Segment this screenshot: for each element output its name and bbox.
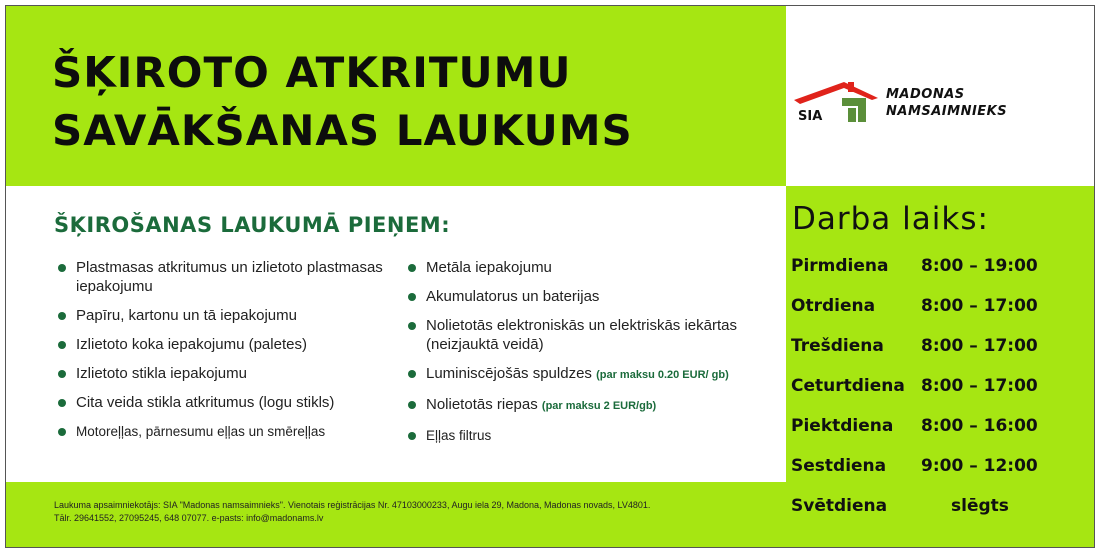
logo-sia: SIA <box>798 109 823 124</box>
page-title <box>52 44 633 160</box>
logo-line-2: NAMSAIMNIEKS <box>886 104 1008 119</box>
footer-operator: Laukuma apsaimniekotājs: SIA "Madonas namsaimnieks". Vienotais reģistrācijas Nr. 47103000233, Augu iela 29, Madona, Madonas novads, LV4801. <box>54 500 651 510</box>
hours-row <box>791 456 1091 482</box>
bullet-icon <box>58 428 66 436</box>
day-label: Ceturtdiena <box>791 376 905 396</box>
bullet-icon <box>408 370 416 378</box>
bullet-icon <box>408 264 416 272</box>
logo-line-1: MADONAS <box>886 87 965 102</box>
title-line-2: SAVĀKŠANAS LAUKUMS <box>52 106 633 155</box>
accepted-heading: ŠĶIROŠANAS LAUKUMĀ PIEŅEM: <box>54 213 451 237</box>
house-logo-icon <box>786 76 886 126</box>
list-item: Nolietotās riepas (par maksu 2 EUR/gb) <box>404 395 789 416</box>
list-item: Izlietoto koka iepakojumu (paletes) <box>54 335 399 354</box>
time-value: 8:00 – 17:00 <box>921 296 1038 316</box>
time-value: 8:00 – 16:00 <box>921 416 1038 436</box>
price-note: (par maksu 2 EUR/gb) <box>541 400 657 412</box>
hours-row <box>791 416 1091 442</box>
bullet-icon <box>58 312 66 320</box>
day-label: Otrdiena <box>791 296 876 316</box>
hours-title: Darba laiks: <box>792 201 989 237</box>
list-item: Nolietotās elektroniskās un elektriskās iekārtas (neizjauktā veidā) <box>404 316 789 354</box>
footer-contact <box>6 482 786 548</box>
bullet-icon <box>58 264 66 272</box>
bullet-icon <box>58 341 66 349</box>
info-board <box>5 5 1095 548</box>
day-label: Trešdiena <box>791 336 884 356</box>
list-item: Eļļas filtrus <box>404 426 789 445</box>
title-line-1: ŠĶIROTO ATKRITUMU <box>52 48 572 97</box>
time-value: 9:00 – 12:00 <box>921 456 1038 476</box>
day-label: Sestdiena <box>791 456 887 476</box>
bullet-icon <box>408 293 416 301</box>
accepted-list-left <box>54 258 399 451</box>
bullet-icon <box>408 432 416 440</box>
time-value: 8:00 – 19:00 <box>921 256 1038 276</box>
price-note: (par maksu 0.20 EUR/ gb) <box>596 369 729 381</box>
bullet-icon <box>58 399 66 407</box>
company-logo <box>786 6 1095 186</box>
time-value: 8:00 – 17:00 <box>921 376 1038 396</box>
bullet-icon <box>58 370 66 378</box>
time-value: slēgts <box>951 496 1009 516</box>
footer-contacts: Tālr. 29641552, 27095245, 648 07077. e-pasts: info@madonams.lv <box>54 513 324 523</box>
logo-wordmark <box>886 86 1007 120</box>
hours-row <box>791 256 1091 282</box>
list-item: Cita veida stikla atkritumus (logu stikls) <box>54 393 399 412</box>
day-label: Piektdiena <box>791 416 894 436</box>
time-value: 8:00 – 17:00 <box>921 336 1038 356</box>
list-item: Akumulatorus un baterijas <box>404 287 789 306</box>
day-label: Svētdiena <box>791 496 888 516</box>
title-banner <box>6 6 786 186</box>
opening-hours-panel <box>786 186 1095 548</box>
list-item: Izlietoto stikla iepakojumu <box>54 364 399 383</box>
list-item: Luminiscējošās spuldzes (par maksu 0.20 EUR/ gb) <box>404 364 789 385</box>
hours-row <box>791 336 1091 362</box>
bullet-icon <box>408 322 416 330</box>
hours-row <box>791 376 1091 402</box>
list-item: Plastmasas atkritumus un izlietoto plastmasas iepakojumu <box>54 258 399 296</box>
list-item: Metāla iepakojumu <box>404 258 789 277</box>
day-label: Pirmdiena <box>791 256 889 276</box>
accepted-list-right <box>404 258 789 455</box>
bullet-icon <box>408 401 416 409</box>
hours-row <box>791 496 1091 522</box>
hours-row <box>791 296 1091 322</box>
list-item: Papīru, kartonu un tā iepakojumu <box>54 306 399 325</box>
list-item: Motoreļļas, pārnesumu eļļas un smēreļļas <box>54 422 399 441</box>
